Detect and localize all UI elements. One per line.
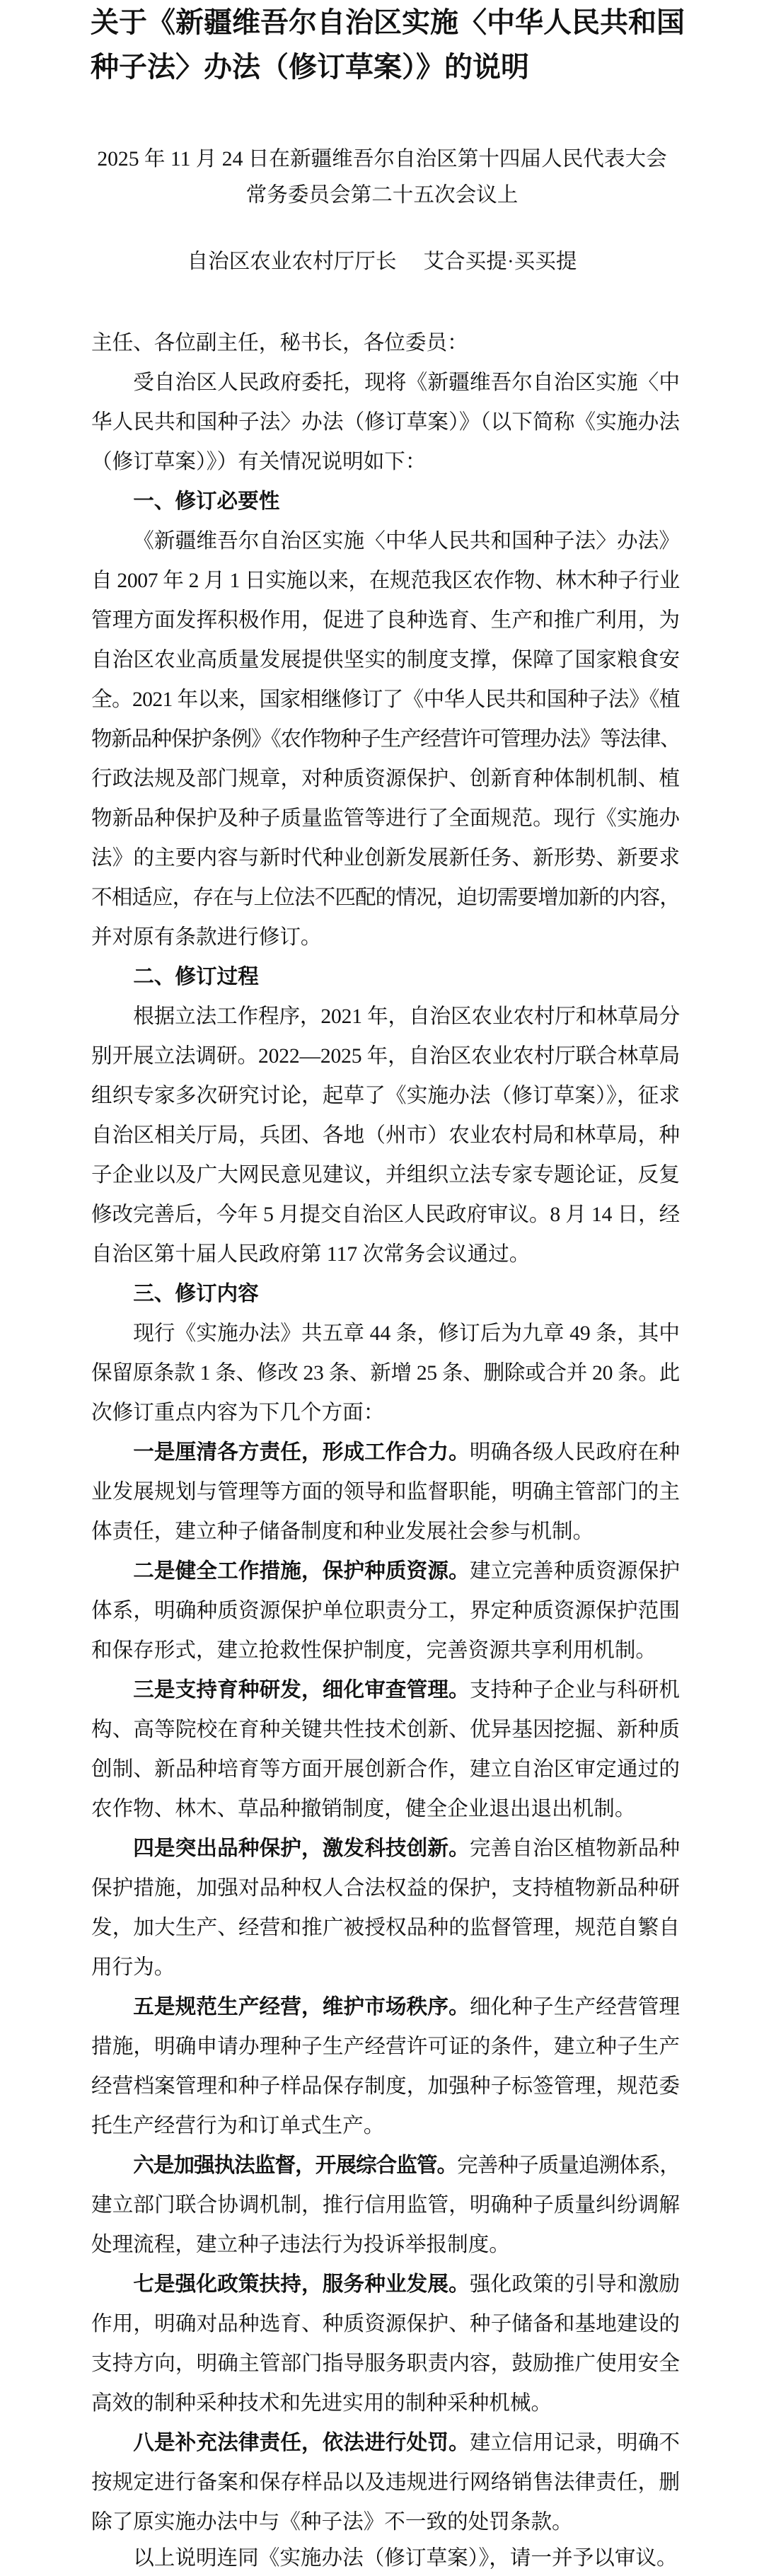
point-lead: 五是规范生产经营，维护市场秩序。	[133, 1996, 470, 2018]
point-paragraph	[91, 1829, 680, 1987]
document-title	[91, 0, 713, 89]
point-lead: 八是补充法律责任，依法进行处罚。	[133, 2432, 470, 2454]
text-line: 措施，明确申请办理种子生产经营许可证的条件，建立种子生产	[91, 2035, 680, 2058]
section-heading-paragraph	[91, 957, 680, 997]
document-body	[91, 323, 680, 2575]
text-line: 业发展规划与管理等方面的领导和监督职能，明确主管部门的主	[91, 1481, 680, 1503]
point-text: 完善自治区植物新品种	[469, 1837, 681, 1860]
closing-line: 以上说明连同《实施办法（修订草案）》，请一并予以审议。	[133, 2547, 678, 2570]
text-line: 农作物、林木、草品种撤销制度，健全企业退出退出机制。	[91, 1798, 636, 1820]
point-lead: 三是支持育种研发，细化审查管理。	[133, 1679, 470, 1702]
text-line: 物新品种保护及种子质量监管等进行了全面规范。现行《实施办	[91, 807, 680, 830]
speaker-line	[0, 243, 764, 280]
title-line: 关于《新疆维吾尔自治区实施〈中华人民共和国	[91, 6, 685, 38]
text-line: 修改完善后，今年 5 月提交自治区人民政府审议。8 月 14 日，经	[91, 1203, 680, 1226]
text-line: 高效的制种采种技术和先进实用的制种采种机械。	[91, 2392, 552, 2415]
text-line: 体责任，建立种子储备制度和种业发展社会参与机制。	[91, 1520, 594, 1543]
text-line: 经营档案管理和种子样品保存制度，加强种子标签管理，规范委	[91, 2075, 680, 2098]
section-heading-line	[91, 1274, 680, 1314]
text-line: 保护措施，加强对品种权人合法权益的保护，支持植物新品种研	[91, 1877, 680, 1900]
point-lead: 一是厘清各方责任，形成工作合力。	[133, 1441, 470, 1464]
point-text: 支持种子企业与科研机	[469, 1679, 681, 1702]
text-line: 管理方面发挥积极作用，促进了良种选育、生产和推广利用，为	[91, 609, 680, 632]
point-text: 建立信用记录，明确不	[469, 2432, 681, 2454]
text-line: 不相适应，存在与上位法不匹配的情况，迫切需要增加新的内容，	[91, 886, 680, 909]
point-paragraph	[91, 1670, 680, 1829]
text-line: 《新疆维吾尔自治区实施〈中华人民共和国种子法〉办法》	[133, 530, 680, 553]
text-line: 自 2007 年 2 月 1 日实施以来，在规范我区农作物、林木种子行业	[91, 570, 680, 592]
point-lead: 四是突出品种保护，激发科技创新。	[133, 1837, 470, 1860]
section-heading: 三、修订内容	[133, 1283, 259, 1305]
text-line: 处理流程，建立种子违法行为投诉举报制度。	[91, 2234, 510, 2256]
speaker-name: 艾合买提·买买提	[423, 250, 577, 273]
point-text: 明确各级人民政府在种	[469, 1441, 681, 1464]
point-lead: 七是强化政策扶持，服务种业发展。	[133, 2273, 470, 2296]
text-line: 现行《实施办法》共五章 44 条，修订后为九章 49 条，其中	[133, 1322, 680, 1345]
text-line: 保留原条款 1 条、修改 23 条、新增 25 条、删除或合并 20 条。此	[91, 1362, 680, 1385]
text-line: 别开展立法调研。2022—2025 年，自治区农业农村厅联合林草局	[91, 1045, 680, 1068]
text-line: 组织专家多次研究讨论，起草了《实施办法（修订草案）》，征求	[91, 1085, 680, 1107]
meeting-info-line: 2025 年 11 月 24 日在新疆维吾尔自治区第十四届人民代表大会	[97, 148, 667, 171]
point-paragraph	[91, 1552, 680, 1670]
section-paragraph	[91, 1314, 680, 1433]
text-line: 发，加大生产、经营和推广被授权品种的监督管理，规范自繁自	[91, 1917, 680, 1939]
point-paragraph	[91, 2423, 680, 2542]
closing-paragraph	[91, 2542, 680, 2575]
section-heading-line	[91, 482, 680, 521]
point-text: 完善种子质量追溯体系，	[457, 2154, 680, 2177]
text-line: 用行为。	[91, 1956, 175, 1979]
text-line: 物新品种保护条例》《农作物种子生产经营许可管理办法》等法律、	[91, 728, 680, 751]
text-line	[91, 2265, 680, 2304]
text-line	[91, 1552, 680, 1591]
text-line: 受自治区人民政府委托，现将《新疆维吾尔自治区实施〈中	[133, 371, 680, 394]
text-line: 除了原实施办法中与《种子法》不一致的处罚条款。	[91, 2511, 573, 2534]
text-line	[91, 1987, 680, 2027]
text-line	[91, 1433, 680, 1472]
text-line: （修订草案）》）有关情况说明如下：	[91, 451, 427, 473]
text-line: 作用，明确对品种选育、种质资源保护、种子储备和基地建设的	[91, 2313, 680, 2335]
title-line: 种子法〉办法（修订草案）》的说明	[91, 51, 529, 83]
point-text: 细化种子生产经营管理	[469, 1996, 681, 2018]
text-line	[91, 1670, 680, 1710]
text-line	[91, 2423, 680, 2463]
text-line: 自治区农业高质量发展提供坚实的制度支撑，保障了国家粮食安	[91, 649, 680, 671]
text-line: 行政法规及部门规章，对种质资源保护、创新育种体制机制、植	[91, 768, 680, 790]
text-line: 自治区相关厅局，兵团、各地（州市）农业农村局和林草局，种	[91, 1124, 680, 1147]
point-paragraph	[91, 1987, 680, 2146]
salutation: 主任、各位副主任，秘书长，各位委员：	[91, 332, 468, 354]
intro-paragraph	[91, 363, 680, 482]
point-text: 建立完善种质资源保护	[469, 1560, 681, 1583]
section-heading-paragraph	[91, 482, 680, 521]
text-line: 支持方向，明确主管部门指导服务职责内容，鼓励推广使用安全	[91, 2352, 680, 2375]
point-paragraph	[91, 2146, 680, 2265]
text-line: 全。2021 年以来，国家相继修订了《中华人民共和国种子法》《植	[91, 688, 680, 711]
section-heading-paragraph	[91, 1274, 680, 1314]
text-line: 根据立法工作程序，2021 年，自治区农业农村厅和林草局分	[133, 1005, 680, 1028]
point-lead: 二是健全工作措施，保护种质资源。	[133, 1560, 470, 1583]
text-line: 和保存形式，建立抢救性保护制度，完善资源共享利用机制。	[91, 1639, 657, 1662]
text-line: 建立部门联合协调机制，推行信用监管，明确种子质量纠纷调解	[91, 2194, 680, 2217]
salutation-paragraph	[91, 323, 680, 363]
text-line: 次修订重点内容为下几个方面：	[91, 1402, 385, 1424]
text-line: 体系，明确种质资源保护单位职责分工，界定种质资源保护范围	[91, 1600, 680, 1622]
text-line: 自治区第十届人民政府第 117 次常务会议通过。	[91, 1243, 531, 1266]
text-line: 并对原有条款进行修订。	[91, 926, 322, 949]
section-paragraph	[91, 521, 680, 957]
point-text: 强化政策的引导和激励	[469, 2273, 681, 2296]
meeting-info	[0, 141, 764, 214]
section-heading-line	[91, 957, 680, 997]
point-lead: 六是加强执法监督，开展综合监管。	[133, 2154, 458, 2177]
text-line: 构、高等院校在育种关键共性技术创新、优异基因挖掘、新种质	[91, 1719, 680, 1741]
text-line: 子企业以及广大网民意见建议，并组织立法专家专题论证，反复	[91, 1164, 680, 1186]
section-paragraph	[91, 997, 680, 1274]
section-heading: 二、修订过程	[133, 966, 259, 988]
text-line: 托生产经营行为和订单式生产。	[91, 2115, 385, 2137]
text-line: 华人民共和国种子法〉办法（修订草案）》（以下简称《实施办法	[91, 411, 680, 434]
point-paragraph	[91, 2265, 680, 2423]
section-heading: 一、修订必要性	[133, 490, 280, 513]
text-line: 按规定进行备案和保存样品以及违规进行网络销售法律责任，删	[91, 2471, 680, 2494]
text-line: 法》的主要内容与新时代种业创新发展新任务、新形势、新要求	[91, 847, 680, 870]
point-paragraph	[91, 1433, 680, 1552]
speaker-position: 自治区农业农村厅厅长	[187, 250, 397, 273]
meeting-info-line: 常务委员会第二十五次会议上	[245, 184, 519, 207]
text-line	[91, 2146, 680, 2185]
text-line	[91, 1829, 680, 1869]
text-line: 创制、新品种培育等方面开展创新合作，建立自治区审定通过的	[91, 1758, 680, 1781]
